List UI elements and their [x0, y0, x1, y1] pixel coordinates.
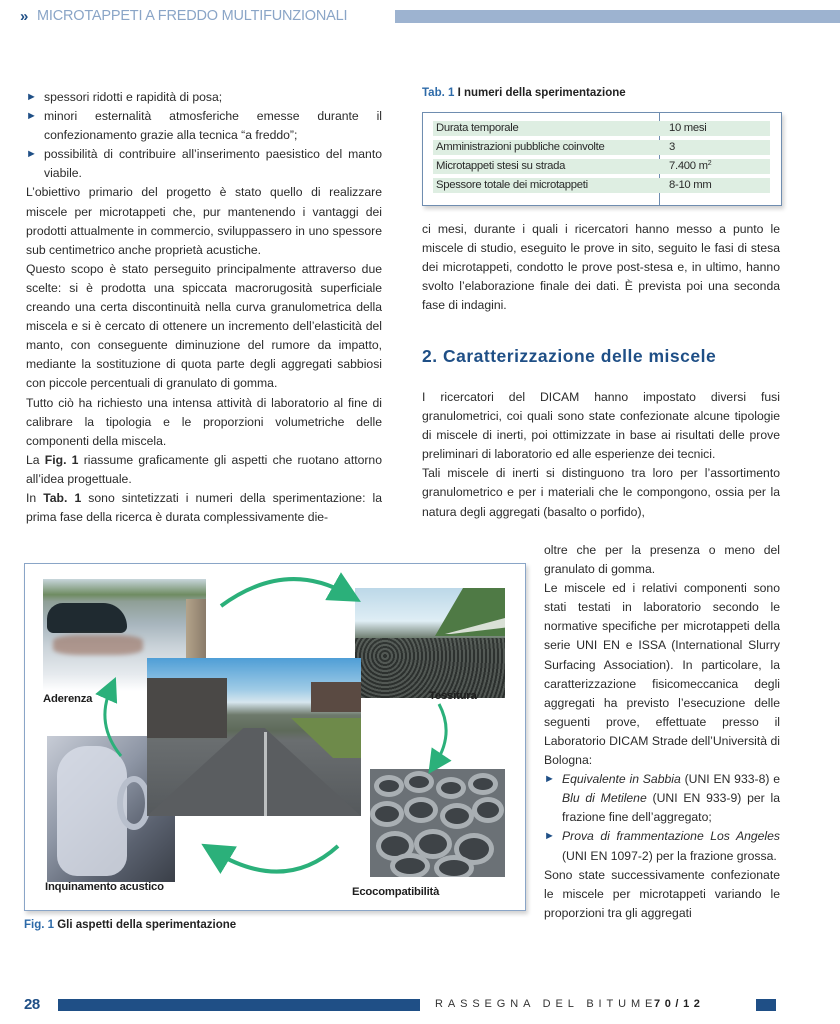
table-row: Amministrazioni pubbliche coinvolte 3 [433, 140, 770, 155]
triangle-bullet-icon: ► [544, 773, 555, 786]
bullet-item: ► spessori ridotti e rapidità di posa; [26, 88, 382, 107]
bullet-item: ► possibilità di contribuire all’inserimento paesistico del manto viabile. [26, 147, 382, 181]
paragraph: I ricercatori del DICAM hanno impostato diversi fusi granulometrici, coi quali sono state confezionate alcune tipologie di miscele di inerti, poi ottimizzate in base ai risultati delle prove preliminari di laboratorio ed alle esperienze dei tecnici. [422, 390, 780, 462]
paragraph: ci mesi, durante i quali i ricercatori hanno messo a punto le miscele di studio, eseguito le prove in sito, seguito le fasi di stesa dei microtappeti, condotto le prove post-stesa e, in ultimo, hanno svolto l’elaborazione finale dei dati. È prevista poi una seconda fase di indagini. [422, 222, 780, 313]
triangle-bullet-icon: ► [544, 830, 555, 843]
data-table [422, 112, 782, 206]
figure-label-tessitura: Tessitura [429, 690, 477, 702]
paragraph: L’obiettivo primario del progetto è stato quello di realizzare miscele per microtappeti che, pur mantenendo i vantaggi dei prodotti attualmente in commercio, sviluppassero in uno spessore sub centimetrico anche proprietà acustiche. [26, 185, 382, 257]
right-column-section [422, 388, 780, 522]
paragraph: Questo scopo è stato perseguito principalmente attraverso due scelte: si è prodotta una spiccata macrorugosità superficiale creando una certa discontinuità nella curva granulometrica della miscela e si è cercato di ottenere un incremento dell’elasticità del manto, con conseguente diminuzione del rumore da impatto, mediante la sostituzione di quota parte degli aggregati sabbiosi con piccole percentuali di granulato di gomma. [26, 261, 382, 391]
figure-caption: Fig. 1 Gli aspetti della sperimentazione [24, 919, 237, 931]
triangle-bullet-icon: ► [26, 110, 37, 123]
section-heading: 2. Caratterizzazione delle miscele [422, 346, 717, 366]
table-reference: Tab. 1 [43, 490, 82, 505]
table-row: Microtappeti stesi su strada 7.400 $m^2$ [433, 159, 770, 174]
figure-label-inquinamento: Inquinamento acustico [45, 881, 164, 893]
footer-bar [58, 999, 420, 1011]
triangle-bullet-icon: ► [26, 91, 37, 103]
arrow-top-icon [221, 579, 347, 606]
figure-reference: Fig. 1 [44, 452, 79, 467]
chevron-right-icon: » [20, 8, 26, 25]
table-caption: Tab. 1 I numeri della sperimentazione [422, 87, 626, 99]
paragraph: Le miscele ed i relativi componenti sono stati testati in laboratorio secondo le normative specifiche per microtappeti della serie UNI EN e ISSA (International Slurry Surfacing Association). In particolare, la caratterizzazione fisicomeccanica degli aggregati ha previsto l’esecuzione delle seguenti prove, effettuate presso il Laboratorio DICAM Strade dell’Università di Bologna: [544, 581, 780, 768]
journal-name: RASSEGNA DEL BITUME [435, 998, 658, 1010]
page-number: 28 [24, 996, 40, 1013]
triangle-bullet-icon: ► [26, 148, 37, 161]
paragraph: oltre che per la presenza o meno del granulato di gomma. [544, 543, 780, 577]
running-header [0, 0, 840, 34]
paragraph: Tutto ciò ha richiesto una intensa attività di laboratorio al fine di calibrare la tipologia e le proporzioni volumetriche delle componenti della miscela. [26, 395, 382, 448]
right-column-narrow [544, 541, 780, 923]
running-header-title: MICROTAPPETI A FREDDO MULTIFUNZIONALI [37, 8, 348, 24]
arrow-left-icon [105, 688, 121, 756]
footer-square [756, 999, 776, 1011]
table-row: Durata temporale 10 mesi [433, 121, 770, 136]
header-bar [395, 10, 840, 23]
left-column [26, 88, 382, 527]
bullet-item: ► Equivalente in Sabbia (UNI EN 933-8) e Blu di Metilene (UNI EN 933-9) per la frazione fine dell’aggregato; [544, 772, 781, 825]
paragraph-fig-reference: La Fig. 1 riassume graficamente gli aspetti che ruotano attorno all’idea progettuale. [26, 452, 382, 486]
paragraph: Sono state successivamente confezionate le miscele per microtappeti variando le proporzioni tra gli aggregati [544, 867, 780, 920]
issue-number: 70/12 [654, 998, 705, 1010]
figure-label-aderenza: Aderenza [43, 693, 93, 705]
paragraph-tab-reference: In Tab. 1 sono sintetizzati i numeri della sperimentazione: la prima fase della ricerca è durata complessivamente die- [26, 490, 382, 525]
arrow-right-icon [435, 704, 446, 764]
table-row: Spessore totale dei microtappeti 8-10 mm [433, 178, 770, 193]
paragraph: Tali miscele di inerti si distinguono tra loro per l’assortimento granulometrico e per i materiali che le compongono, ossia per la natura degli aggregati (basalto o porfido), [422, 466, 780, 519]
cycle-arrows [25, 564, 526, 911]
bullet-item: ► Prova di frammentazione Los Angeles (UNI EN 1097-2) per la frazione grossa. [544, 829, 780, 863]
bullet-item: ► minori esternalità atmosferiche emesse durante il confezionamento grazie alla tecnica “a freddo”; [26, 109, 382, 143]
figure-label-ecocompatibilita: Ecocompatibilità [352, 886, 440, 898]
figure-panel [24, 563, 526, 911]
arrow-bottom-icon [215, 846, 338, 872]
right-column-continuation [422, 220, 780, 315]
